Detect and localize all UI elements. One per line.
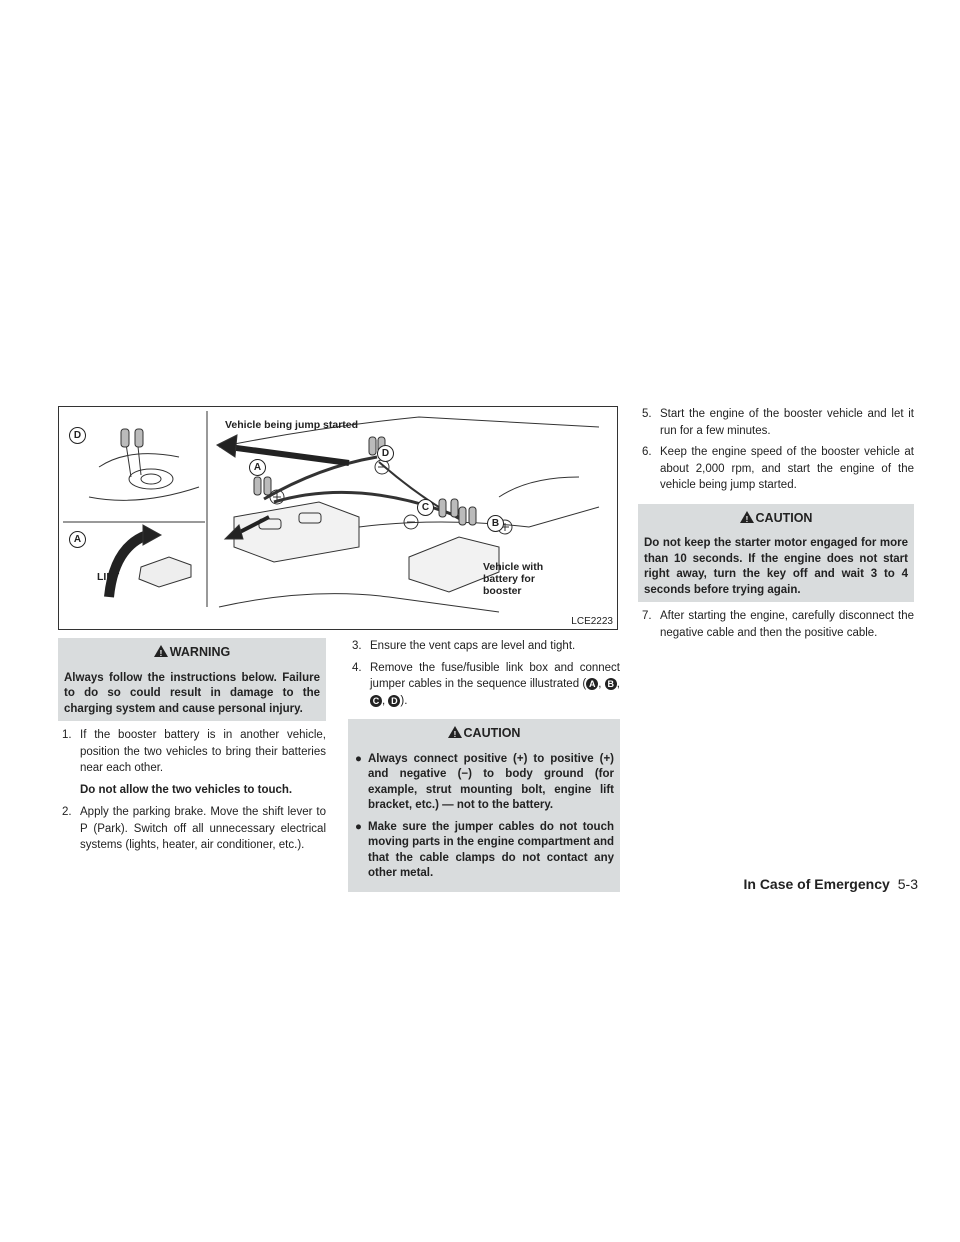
sequence-c-icon: C	[370, 695, 382, 707]
step-3	[348, 638, 620, 655]
step-text: Apply the parking brake. Move the shift lever to P (Park). Switch off all unnecessary electrical systems (lights, heater, air conditioner, etc.).	[80, 806, 326, 851]
step-number: 1.	[62, 729, 72, 741]
step-number: 3.	[352, 640, 362, 652]
svg-text:!: !	[453, 730, 456, 738]
step-text: Keep the engine speed of the booster vehicle at about 2,000 rpm, and start the engine of the vehicle being jump started.	[660, 446, 914, 491]
step-text: Ensure the vent caps are level and tight.	[370, 640, 576, 652]
caution-header	[348, 719, 620, 746]
caution-header	[638, 504, 914, 531]
column-2	[348, 638, 620, 898]
step-1-bold-note: Do not allow the two vehicles to touch.	[80, 783, 293, 796]
step-number: 5.	[642, 408, 652, 420]
bullet-icon: ●	[355, 752, 362, 765]
caution-body: Do not keep the starter motor engaged for more than 10 seconds. If the engine does not start right away, turn the key off and wait 3 to 4 seconds before trying again.	[644, 537, 908, 596]
step-text: If the booster battery is in another vehicle, position the two vehicles to bring their batteries near each other.	[80, 729, 326, 774]
svg-text:!: !	[745, 514, 748, 523]
step-6	[638, 444, 914, 494]
warning-body: Always follow the instructions below. Failure to do so could result in damage to the charging system and cause personal injury.	[64, 671, 320, 715]
step-number: 6.	[642, 446, 652, 458]
caution-bullet	[354, 752, 614, 814]
callout-c: C	[417, 499, 434, 516]
step-text-pre: Remove the fuse/fusible link box and connect jumper cables in the sequence illustrated (	[370, 661, 620, 690]
column-3	[638, 406, 914, 646]
page-number: 5-3	[897, 876, 918, 892]
step-text: After starting the engine, carefully disconnect the negative cable and then the positive cable.	[660, 610, 914, 639]
caution-box-1	[348, 719, 620, 892]
step-7	[638, 608, 914, 641]
page-footer	[743, 876, 918, 892]
warning-title: WARNING	[169, 645, 231, 659]
section-title: In Case of Emergency	[743, 876, 890, 892]
engine-bay-drawing	[59, 407, 618, 630]
warning-header	[58, 638, 326, 665]
step-number: 2.	[62, 806, 72, 818]
step-1	[58, 727, 326, 777]
caution-triangle-icon	[740, 511, 754, 523]
callout-b: B	[487, 515, 504, 532]
callout-a: A	[249, 459, 266, 476]
step-4: 4. Remove the fuse/fusible link box and connect jumper cables in the sequence illustrated ( A , B , C , D ).	[352, 661, 620, 707]
figure-code: LCE2223	[571, 616, 613, 627]
bullet-text: Always connect positive (+) to positive (+) and negative (−) to body ground (for example, strut mounting bolt, engine lift bracket, etc.) — not to the battery.	[368, 752, 614, 811]
svg-text:!: !	[159, 649, 163, 657]
step-text-post: ).	[400, 694, 408, 707]
jump-start-illustration	[58, 406, 618, 630]
caution-title: CAUTION	[463, 726, 521, 740]
warning-box	[58, 638, 326, 721]
sequence-d-icon: D	[388, 695, 400, 707]
label-booster-line1: Vehicle with	[483, 561, 544, 573]
callout-d-inset: D	[69, 427, 86, 444]
label-vehicle-jump-started: Vehicle being jump started	[225, 419, 359, 431]
label-booster-line3: booster	[483, 585, 522, 597]
warning-triangle-icon	[154, 645, 168, 657]
caution-title: CAUTION	[755, 510, 813, 525]
callout-d: D	[377, 445, 394, 462]
label-booster-line2: battery for	[483, 573, 535, 585]
step-5	[638, 406, 914, 439]
column-1	[58, 638, 326, 859]
bullet-icon: ●	[355, 820, 362, 833]
sequence-b-icon: B	[605, 678, 617, 690]
callout-a-inset: A	[69, 531, 86, 548]
step-number: 4.	[352, 661, 362, 674]
caution-bullet	[354, 820, 614, 882]
sequence-a-icon: A	[586, 678, 598, 690]
caution-box-2	[638, 504, 914, 603]
label-lift: LIFT	[97, 571, 120, 583]
step-2	[58, 804, 326, 854]
step-text: Start the engine of the booster vehicle and let it run for a few minutes.	[660, 408, 914, 437]
bullet-text: Make sure the jumper cables do not touch moving parts in the engine compartment and that the cable clamps do not contact any other metal.	[368, 820, 615, 879]
caution-triangle-icon	[448, 726, 462, 738]
step-number: 7.	[642, 610, 652, 622]
